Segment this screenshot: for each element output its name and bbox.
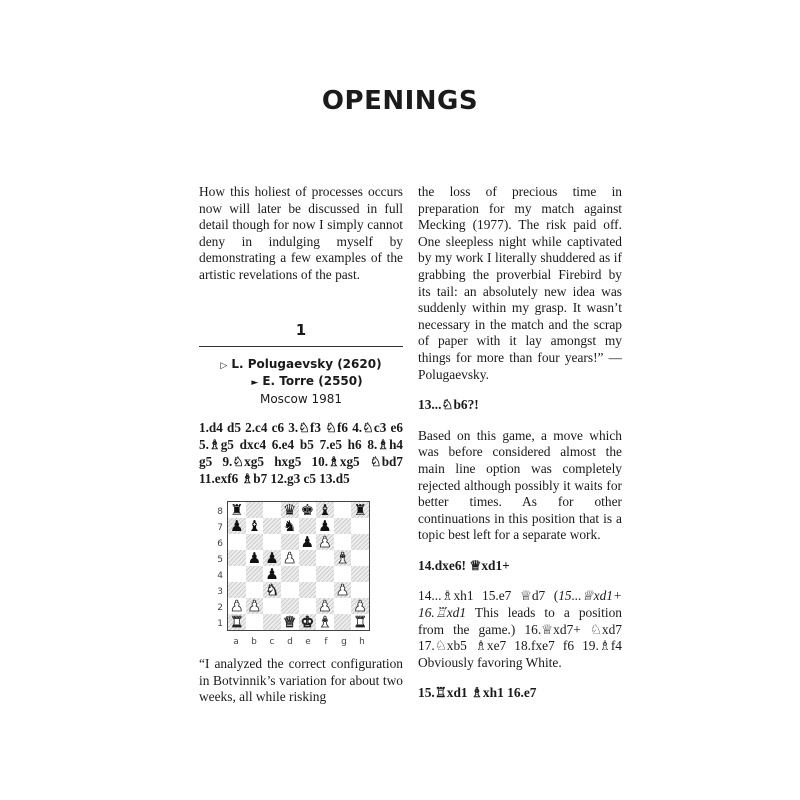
white-player [199,357,403,374]
square-c7 [263,518,281,534]
square-h4 [351,566,369,582]
square-e7 [299,518,317,534]
file-label: e [305,637,311,648]
white-rook-icon: ♜ [230,612,244,631]
square-d7 [281,518,299,534]
square-e3 [299,582,317,598]
file-label: f [324,637,328,648]
white-pawn-icon: ♟ [247,596,262,615]
black-pawn-icon: ♟ [230,516,244,535]
square-b1 [246,614,264,630]
quote-paragraph: “I analyzed the correct configuration in Botvinnik’s variation for about two weeks, all while risking [199,656,403,705]
square-f2 [316,598,334,614]
quote-continued: the loss of precious time in preparation for my match against Mecking (1977). The risk paid off. One sleepless night while captivated by my work I literally shuddered as if grabbing the proverbial Firebird by its tail: an absolutely new idea was suddenly within my grasp. It wasn’t necessary in the match and the scrap of paper with it lay amongst my things for more than four years!” — Polugaevsky. [418,184,622,382]
move-14-comment [418,588,622,671]
white-bishop-icon: ♝ [335,548,350,567]
white-pawn-icon: ♟ [318,532,332,551]
square-d8 [281,502,299,518]
move-14-heading: 14.dxe6! ♕xd1+ [418,557,510,573]
square-d3 [281,582,299,598]
white-rook-icon: ♜ [353,612,367,631]
black-pawn-icon: ♟ [265,564,279,583]
left-column [199,184,403,706]
square-e4 [299,566,317,582]
square-g8 [334,502,352,518]
black-knight-icon: ♞ [282,516,297,535]
black-marker-icon: ► [251,378,259,389]
square-g2 [334,598,352,614]
square-f8 [316,502,334,518]
square-a3 [228,582,246,598]
square-d1 [281,614,299,630]
venue: Moscow 1981 [259,392,343,407]
square-h2 [351,598,369,614]
square-c4 [263,566,281,582]
square-c3 [263,582,281,598]
file-label: a [233,637,239,648]
square-h6 [351,534,369,550]
square-b8 [246,502,264,518]
square-a5 [228,550,246,566]
white-king-icon: ♚ [300,612,315,631]
white-player-name: L. Polugaevsky (2620) [231,357,382,372]
game-number: 1 [295,320,307,339]
file-label: g [341,637,347,648]
square-a2 [228,598,246,614]
black-player [199,374,403,391]
square-b4 [246,566,264,582]
square-h3 [351,582,369,598]
rank-label: 8 [217,507,223,518]
white-pawn-icon: ♟ [335,580,350,599]
white-knight-icon: ♞ [265,580,279,599]
chess-board [227,501,370,631]
white-pawn-icon: ♟ [282,548,297,567]
square-e8 [299,502,317,518]
square-f3 [316,582,334,598]
rank-label: 6 [217,539,223,550]
square-b3 [246,582,264,598]
square-c5 [263,550,281,566]
square-b7 [246,518,264,534]
file-labels [227,634,371,651]
square-f4 [316,566,334,582]
square-f6 [316,534,334,550]
square-f7 [316,518,334,534]
file-label: c [269,637,275,648]
comment-variation: 15...♕xd1+ 16.♖xd1 [418,588,622,621]
square-h1 [351,614,369,630]
square-g3 [334,582,352,598]
square-g4 [334,566,352,582]
black-pawn-icon: ♟ [300,532,315,551]
black-bishop-icon: ♝ [247,516,262,535]
page-title: OPENINGS [321,86,479,116]
square-c6 [263,534,281,550]
square-g7 [334,518,352,534]
white-pawn-icon: ♟ [353,596,367,615]
black-queen-icon: ♛ [282,500,297,519]
white-bishop-icon: ♝ [318,612,332,631]
rank-label: 5 [217,555,223,566]
game-moves: 1.d4 d5 2.c4 c6 3.♘f3 ♘f6 4.♘c3 e6 5.♗g5 dxc4 6.e4 b5 7.e5 h6 8.♗h4 g5 9.♘xg5 hxg5 10.♗xg5 ♘bd7 11.exf6 ♗b7 12.g3 c5 13.d5 [199,420,403,487]
white-marker-icon: ▷ [220,361,228,372]
black-pawn-icon: ♟ [265,548,279,567]
square-f1 [316,614,334,630]
move-15-heading: 15.♖xd1 ♗xh1 16.e7 [418,685,537,701]
square-b5 [246,550,264,566]
square-d5 [281,550,299,566]
rank-label: 3 [217,587,223,598]
square-c1 [263,614,281,630]
square-g1 [334,614,352,630]
square-e6 [299,534,317,550]
move-13-heading: 13...♘b6?! [418,397,479,413]
square-g6 [334,534,352,550]
rank-label: 7 [217,523,223,534]
black-pawn-icon: ♟ [247,548,262,567]
intro-paragraph: How this holiest of processes occurs now will later be discussed in full detail though for now I simply cannot deny in indulging myself by demonstrating a few examples of the artistic revelations of the past. [199,184,403,282]
black-pawn-icon: ♟ [318,516,332,535]
move-13-comment: Based on this game, a move which was before considered almost the main line option was completely rejected although possibly it waits for better times. As for other continuations in this position that is a topic best left for a separate work. [418,427,622,543]
rank-label: 1 [217,619,223,630]
square-f5 [316,550,334,566]
comment-text: 14...♗xh1 15.e7 ♕d7 ( [418,588,559,604]
black-bishop-icon: ♝ [318,500,332,519]
white-pawn-icon: ♟ [230,596,244,615]
black-rook-icon: ♜ [230,500,244,519]
black-player-name: E. Torre (2550) [262,374,363,389]
black-king-icon: ♚ [300,500,315,519]
white-queen-icon: ♛ [282,612,297,631]
square-a8 [228,502,246,518]
rank-label: 4 [217,571,223,582]
square-a4 [228,566,246,582]
square-a6 [228,534,246,550]
white-pawn-icon: ♟ [318,596,332,615]
right-column [418,184,622,716]
square-d4 [281,566,299,582]
square-e5 [299,550,317,566]
file-label: b [251,637,257,648]
square-b2 [246,598,264,614]
file-label: d [287,637,293,648]
rank-label: 2 [217,603,223,614]
file-label: h [359,637,365,648]
square-e1 [299,614,317,630]
square-d6 [281,534,299,550]
square-c2 [263,598,281,614]
square-d2 [281,598,299,614]
chess-diagram [213,501,383,646]
divider [199,346,403,347]
square-h7 [351,518,369,534]
black-rook-icon: ♜ [353,500,367,519]
square-h5 [351,550,369,566]
square-b6 [246,534,264,550]
square-h8 [351,502,369,518]
square-e2 [299,598,317,614]
square-a7 [228,518,246,534]
square-a1 [228,614,246,630]
comment-text: This leads to a position from the game.) 16.♕xd7+ ♘xd7 17.♘xb5 ♗xe7 18.fxe7 f6 19.♗f4 Obviously favoring White. [418,605,622,670]
square-c8 [263,502,281,518]
square-g5 [334,550,352,566]
